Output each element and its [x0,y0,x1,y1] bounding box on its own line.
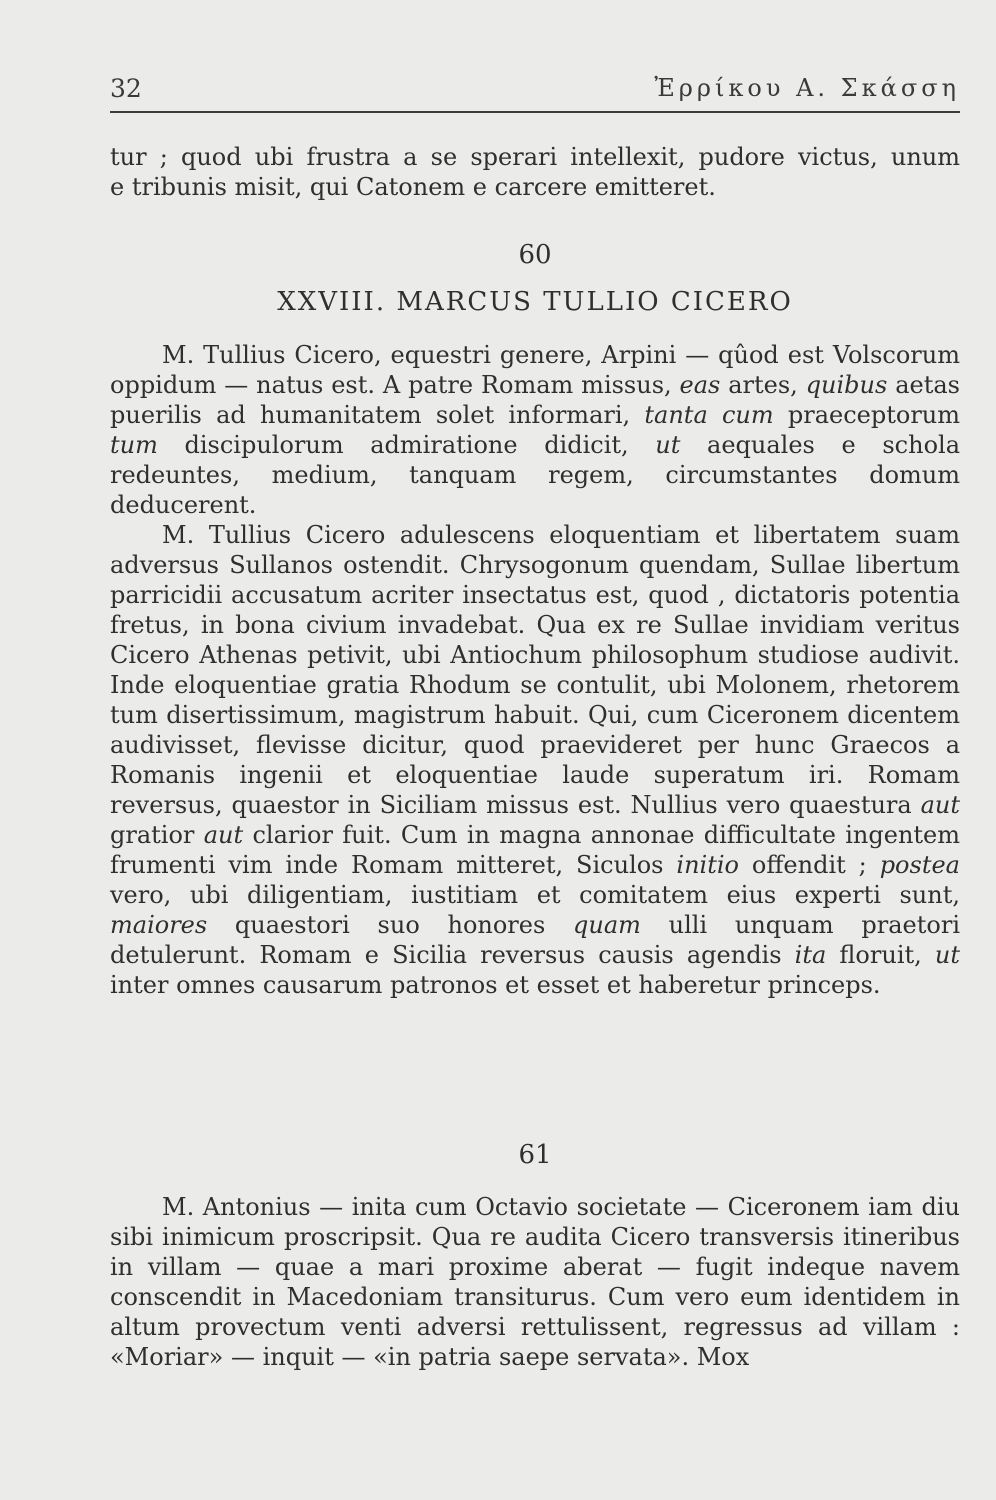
section-61-text [110,1192,960,1372]
intro-line-1: tur ; quod ubi frustra a se sperari intellexit, pudore victus, unum [110,143,960,171]
page-number: 32 [110,74,142,103]
intro-text [110,142,960,202]
page-header [110,74,960,110]
paragraph-cicero-flight: M. Antonius — inita cum Octavio societate — Ciceronem iam diu sibi inimicum proscripsit. Qua re audita Cicero transversis itineribus in villam — quae a mari proxime aberat — fugit indeque navem conscendit in Macedoniam transiturus. Cum vero eum identidem in altum provectum venti adversi rettulissent, regressus ad villam : «Moriar» — inquit — «in patria saepe servata». Mox [110,1193,960,1371]
paragraph-cicero-origins: M. Tullius Cicero, equestri genere, Arpini — qûod est Volscorum oppidum — natus est. A patre Romam missus, eas artes, quibus aetas puerilis ad humanitatem solet informari, tanta cum praeceptorum tum discipulorum admiratione didicit, ut aequales e schola redeuntes, medium, tanquam regem, circumstantes domum deducerent. [110,341,961,519]
header-rule [110,111,960,113]
section-number-61: 61 [518,1140,552,1170]
paragraph-cicero-career: M. Tullius Cicero adulescens eloquentiam et libertatem suam adversus Sullanos ostendit. Chrysogonum quendam, Sullae libertum parricidii accusatum acriter insectatus est, quod , dictatoris potentia fretus, in bona civium invadebat. Qua ex re Sullae invidiam veritus Cicero Athenas petivit, ubi Antiochum philosophum studiose audivit. Inde eloquentiae gratia Rhodum se contulit, ubi Molonem, rhetorem tum disertissimum, magistrum habuit. Qui, cum Ciceronem dicentem audivisset, flevisse dicitur, quod praevideret per hunc Graecos a Romanis ingenii et eloquentiae laude superatum iri. Romam reversus, quaestor in Siciliam missus est. Nullius vero quaestura aut gratior aut clarior fuit. Cum in magna annonae difficultate ingentem frumenti vim inde Romam mitteret, Siculos initio offendit ; postea vero, ubi diligentiam, iustitiam et comitatem eius experti sunt, maiores quaestori suo honores quam ulli unquam praetori detulerunt. Romam e Sicilia reversus causis agendis ita floruit, ut inter omnes causarum patronos et esset et haberetur princeps. [110,521,961,999]
section-60-text [110,340,960,1000]
section-title: XXVIII. MARCUS TULLIO CICERO [277,287,793,317]
section-number-60: 60 [518,240,552,270]
intro-line-2: e tribunis misit, qui Catonem e carcere emitteret. [110,173,716,201]
running-head: Ἐρρίκου Α. Σκάσση [654,74,960,102]
